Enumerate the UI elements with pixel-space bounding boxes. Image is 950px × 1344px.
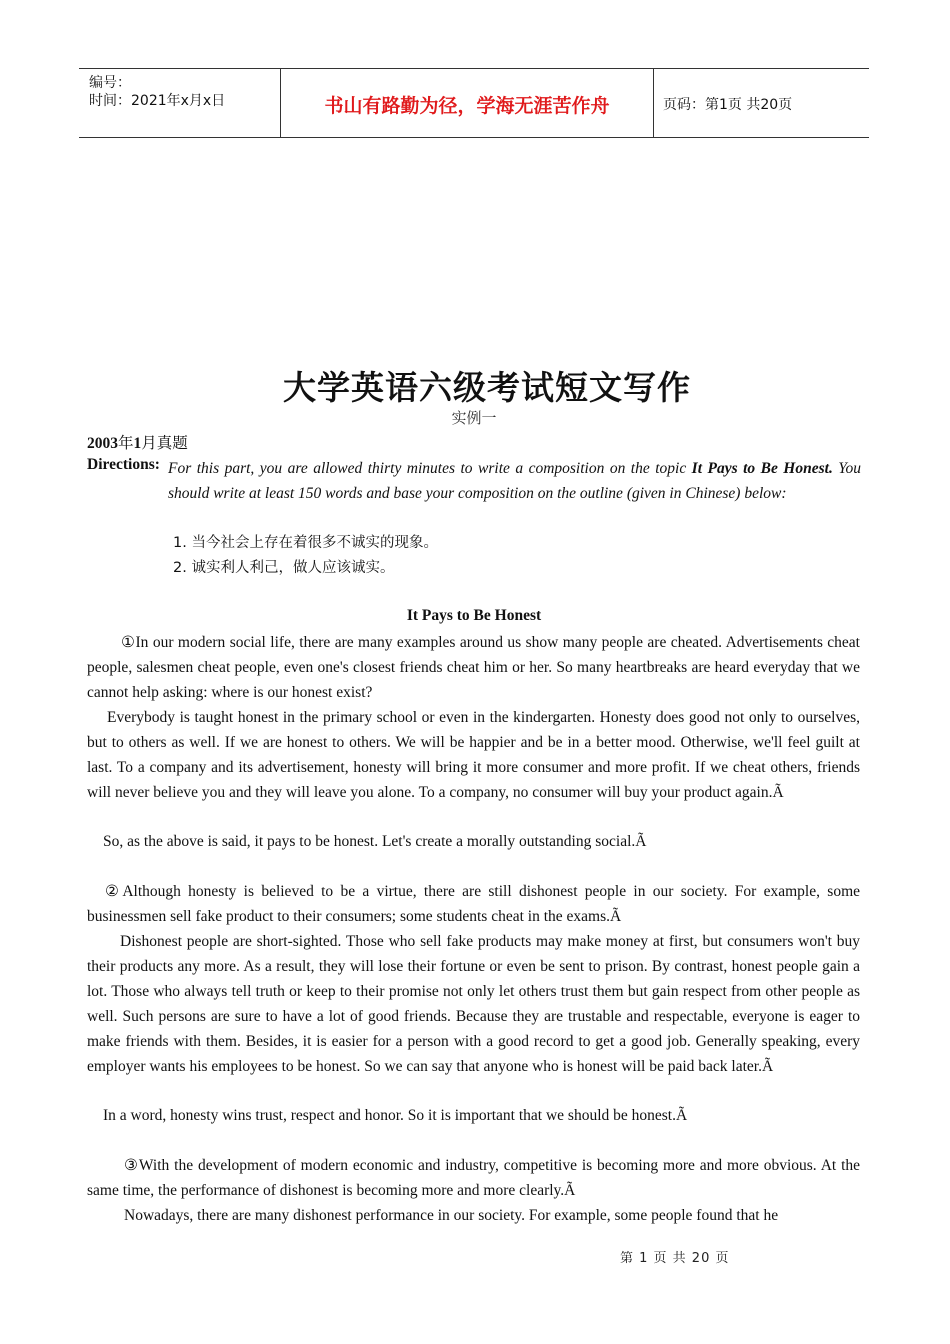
- essay-paragraph: ③With the development of modern economic and industry, competitive is becoming more and more obvious. At the same time, the performance of dishonest is becoming more and more clearly.Ã: [87, 1157, 860, 1199]
- number-label: 编号：: [89, 75, 131, 91]
- exam-year: [87, 431, 188, 453]
- directions-label: Directions:: [87, 456, 160, 473]
- page-title: 大学英语六级考试短文写作: [283, 368, 691, 407]
- page-footer: 第 1 页 共 20 页: [620, 1251, 730, 1266]
- outline-item: 2. 诚实利人利己，做人应该诚实。: [173, 560, 395, 576]
- year-char: 年: [118, 435, 134, 452]
- essay-paragraph: So, as the above is said, it pays to be honest. Let's create a morally outstanding social.Ã: [103, 833, 647, 850]
- header-page-cell: [654, 69, 869, 137]
- motto: 书山有路勤为径，学海无涯苦作舟: [324, 95, 610, 117]
- essay-paragraph: ①In our modern social life, there are many examples around us show many people are cheated. Advertisements cheat people, salesmen cheat people, even one's closest friends cheat him or her. So many heartbreaks are heard everyday that we cannot help asking: where is our honest exist?: [87, 634, 860, 701]
- outline-item: 1. 当今社会上存在着很多不诚实的现象。: [173, 535, 438, 551]
- directions-topic: It Pays to Be Honest.: [691, 460, 833, 477]
- month-number: 1: [133, 435, 142, 452]
- essay-paragraph: In a word, honesty wins trust, respect and honor. So it is important that we should be honest.Ã: [103, 1107, 688, 1124]
- year-rest: 月真题: [141, 435, 188, 452]
- year-number: 2003: [87, 435, 118, 452]
- page-subtitle: 实例一: [451, 409, 497, 427]
- date-label: 时间：2021年x月x日: [89, 93, 226, 109]
- essay-paragraph: ②Although honesty is believed to be a virtue, there are still dishonest people in our society. For example, some businessmen sell fake product to their consumers; some students cheat in the exams.Ã: [87, 883, 860, 925]
- header-meta-cell: [79, 69, 279, 137]
- directions-text-2: You should write at least 150 words and base your composition on the outline (given in Chinese) below:: [168, 460, 861, 502]
- page-info: 页码：第1页 共20页: [663, 97, 793, 113]
- header-motto-cell: [280, 69, 654, 137]
- essay-paragraph: Dishonest people are short-sighted. Those who sell fake products may make money at first, but consumers won't buy their products any more. As a result, they will lose their fortune or even be sent to prison. By contrast, honest people gain a lot. Those who always tell truth or keep to their promise not only let others trust them but gain respect from other people as well. Such persons are sure to have a lot of good friends. Because they are trustable and respectable, everyone is eager to make friends with them. Besides, it is easier for a person with a good record to get a good job. Generally speaking, every employer wants his employees to be honest. So we can say that anyone who is honest will be paid back later.Ã: [87, 933, 860, 1075]
- essay-paragraph: Nowadays, there are many dishonest performance in our society. For example, some people found that he: [124, 1207, 779, 1224]
- document-header: [79, 68, 869, 138]
- directions-text-1: For this part, you are allowed thirty minutes to write a composition on the topic: [168, 460, 692, 477]
- essay-title: It Pays to Be Honest: [406, 607, 542, 624]
- essay-paragraph: Everybody is taught honest in the primary school or even in the kindergarten. Honesty does good not only to ourselves, but to others as well. If we are honest to others. We will be happier and be in a better mood. Otherwise, we'll feel guilt at last. To a company and its advertisement, honesty will bring it more consumer and more profit. If we cheat others, friends will never believe you and they will leave you alone. To a company, no consumer will buy your product again.Ã: [87, 709, 860, 801]
- directions-text: [168, 456, 861, 506]
